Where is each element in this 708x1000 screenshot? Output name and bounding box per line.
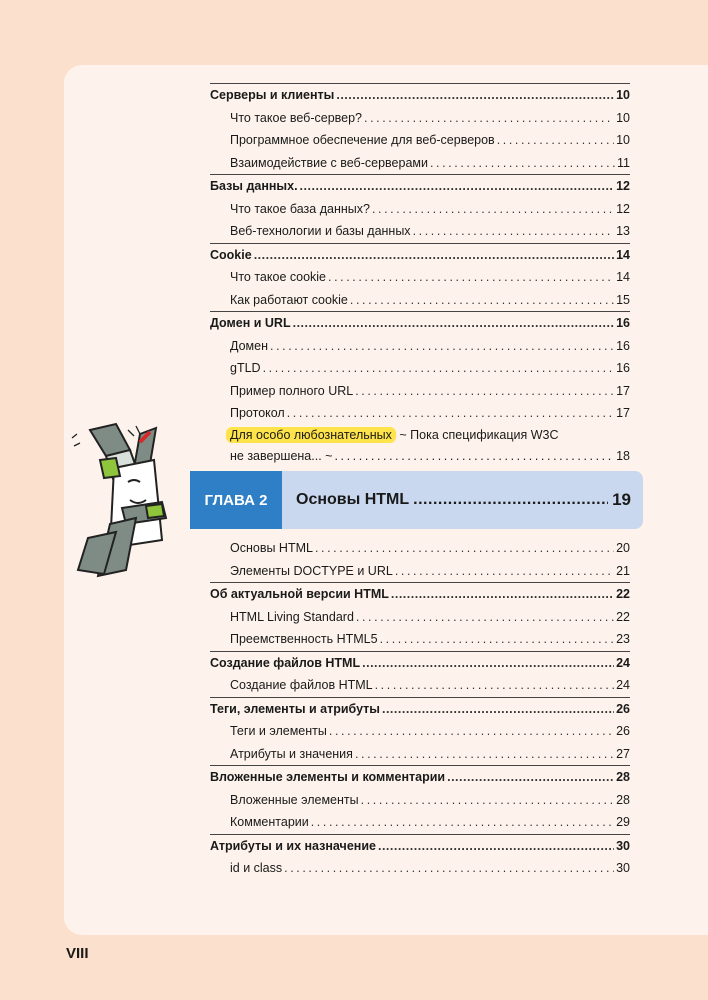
toc-title: Создание файлов HTML [230, 678, 373, 692]
toc-page-number: 27 [616, 746, 630, 761]
toc-page-number: 11 [617, 155, 630, 170]
dot-leader [382, 698, 614, 721]
toc-page-number: 22 [616, 587, 630, 601]
dot-leader [311, 811, 614, 834]
toc-entry[interactable] [210, 266, 630, 289]
chapter-banner[interactable] [190, 471, 643, 529]
toc-title: Пример полного URL [230, 383, 354, 398]
dot-leader [378, 835, 614, 858]
dot-leader [263, 357, 615, 380]
dot-leader [375, 674, 614, 697]
toc-entry[interactable] [210, 152, 630, 175]
toc-title: Элементы DOCTYPE и URL [230, 563, 393, 578]
toc-heading[interactable] [210, 311, 630, 335]
curious-highlight: Для особо любознательных [226, 427, 396, 443]
toc-entry[interactable] [210, 811, 630, 834]
toc-entry[interactable] [210, 107, 630, 130]
toc-entry[interactable] [210, 606, 630, 629]
toc-title: Серверы и клиенты [210, 88, 335, 102]
toc-page-number: 12 [616, 179, 630, 193]
toc-page-number: 16 [616, 316, 630, 330]
toc-page-number: 26 [616, 724, 630, 738]
toc-page-number: 20 [616, 541, 630, 555]
toc-title: id и class [230, 861, 283, 875]
chapter-title: Основы HTML [296, 491, 410, 508]
toc-title: Атрибуты и значения [230, 746, 353, 761]
toc-title: Домен и URL [210, 316, 291, 330]
toc-title: HTML Living Standard [230, 609, 354, 624]
curious-title-line1: ~ Пока спецификация W3C [395, 427, 559, 442]
toc-entry[interactable] [210, 789, 630, 812]
toc-title: Вложенные элементы и комментарии [210, 770, 446, 784]
toc-page-number: 16 [616, 361, 630, 375]
toc-page-number: 13 [616, 224, 630, 238]
page-number: VIII [66, 945, 89, 962]
toc-title: Что такое база данных? [230, 201, 370, 216]
toc-title: Взаимодействие с веб-серверами [230, 155, 428, 170]
toc-title: Теги и элементы [230, 724, 327, 738]
toc-page-number: 30 [616, 861, 630, 875]
toc-page-number: 22 [616, 609, 630, 624]
toc-entry[interactable] [210, 560, 630, 583]
dot-leader [300, 175, 615, 198]
dot-leader [413, 220, 615, 243]
toc-section-bottom [210, 537, 630, 880]
dot-leader [355, 743, 614, 766]
toc-page-number: 23 [616, 632, 630, 646]
chapter-band [282, 471, 643, 529]
toc-page-number: 28 [616, 770, 630, 784]
toc-title: Программное обеспечение для веб-серверов [230, 133, 495, 147]
dot-leader [284, 857, 614, 880]
toc-page-number: 29 [616, 815, 630, 829]
toc-title: Создание файлов HTML [210, 655, 361, 670]
toc-title: Как работают cookie [230, 292, 348, 307]
toc-title: Об актуальной версии HTML [210, 587, 389, 601]
toc-entry[interactable] [210, 720, 630, 743]
toc-page-number: 14 [616, 270, 630, 284]
toc-page-number: 10 [616, 110, 630, 125]
toc-title: Вложенные элементы [230, 792, 359, 807]
dot-leader [447, 766, 614, 789]
toc-heading[interactable] [210, 174, 630, 198]
dot-leader [497, 129, 614, 152]
dot-leader [336, 84, 614, 107]
toc-entry[interactable] [210, 857, 630, 880]
toc-title: Протокол [230, 406, 285, 420]
toc-title: Базы данных. [210, 179, 298, 193]
toc-page-number: 30 [616, 838, 630, 853]
toc-page-number: 15 [616, 292, 630, 307]
toc-entry[interactable] [210, 335, 630, 358]
angle-bracket-mascot-icon [70, 420, 190, 580]
curious-title-line2: не завершена... ~ [230, 448, 333, 463]
chapter-page: 19 [612, 490, 631, 509]
toc-title: Домен [230, 338, 269, 353]
toc-entry[interactable] [210, 628, 630, 651]
toc-page-number: 10 [616, 133, 630, 147]
dot-leader [287, 402, 614, 425]
dot-leader [329, 720, 614, 743]
toc-title: Преемственность HTML5 [230, 632, 378, 646]
dot-leader [293, 312, 614, 335]
toc-heading[interactable] [210, 243, 630, 267]
dot-leader [391, 583, 614, 606]
toc-entry[interactable] [210, 289, 630, 312]
toc-page-number: 14 [616, 247, 630, 262]
toc-entry[interactable] [210, 380, 630, 403]
toc-heading[interactable] [210, 651, 630, 675]
toc-page-number: 17 [616, 383, 630, 398]
dot-leader [395, 560, 614, 583]
toc-entry[interactable] [210, 357, 630, 380]
toc-heading[interactable] [210, 83, 630, 107]
toc-heading[interactable] [210, 697, 630, 721]
toc-title: Cookie [210, 247, 252, 262]
toc-title: gTLD [230, 361, 261, 375]
toc-entry-curious[interactable] [210, 425, 630, 470]
toc-page-number: 10 [616, 88, 630, 102]
dot-leader [364, 107, 614, 130]
dot-leader [362, 652, 614, 675]
dot-leader [380, 628, 615, 651]
toc-entry[interactable] [210, 537, 630, 560]
toc-page-number: 16 [616, 338, 630, 353]
dot-leader [315, 537, 614, 560]
dot-leader [270, 335, 614, 358]
toc-heading[interactable] [210, 582, 630, 606]
toc-title: Что такое cookie [230, 270, 326, 284]
toc-entry[interactable] [210, 220, 630, 243]
dot-leader [430, 152, 615, 175]
dot-leader [413, 491, 608, 509]
dot-leader [254, 244, 614, 267]
toc-page-number: 21 [616, 563, 630, 578]
chapter-label: ГЛАВА 2 [190, 471, 282, 529]
toc-page-number: 28 [616, 792, 630, 807]
toc-title: Что такое веб-сервер? [230, 110, 363, 125]
toc-entry[interactable] [210, 129, 630, 152]
dot-leader [356, 606, 614, 629]
dot-leader [350, 289, 614, 312]
toc-title: Теги, элементы и атрибуты [210, 701, 380, 716]
toc-entry[interactable] [210, 743, 630, 766]
toc-title: Основы HTML [230, 541, 313, 555]
dot-leader [355, 380, 614, 403]
dot-leader [328, 266, 614, 289]
toc-heading[interactable] [210, 765, 630, 789]
toc-title: Комментарии [230, 815, 309, 829]
toc-title: Веб-технологии и базы данных [230, 224, 411, 238]
toc-page-number: 26 [616, 701, 630, 716]
toc-page-number: 12 [616, 201, 630, 216]
toc-page-number: 24 [616, 678, 630, 692]
toc-entry[interactable] [210, 402, 630, 425]
toc-title: Атрибуты и их назначение [210, 838, 376, 853]
dot-leader [372, 198, 614, 221]
dot-leader [334, 446, 614, 467]
toc-heading[interactable] [210, 834, 630, 858]
toc-section-top [210, 83, 630, 470]
curious-page: 18 [616, 448, 630, 463]
toc-page-number: 24 [616, 655, 630, 670]
toc-entry[interactable] [210, 674, 630, 697]
toc-page-number: 17 [616, 406, 630, 420]
dot-leader [361, 789, 614, 812]
toc-entry[interactable] [210, 198, 630, 221]
